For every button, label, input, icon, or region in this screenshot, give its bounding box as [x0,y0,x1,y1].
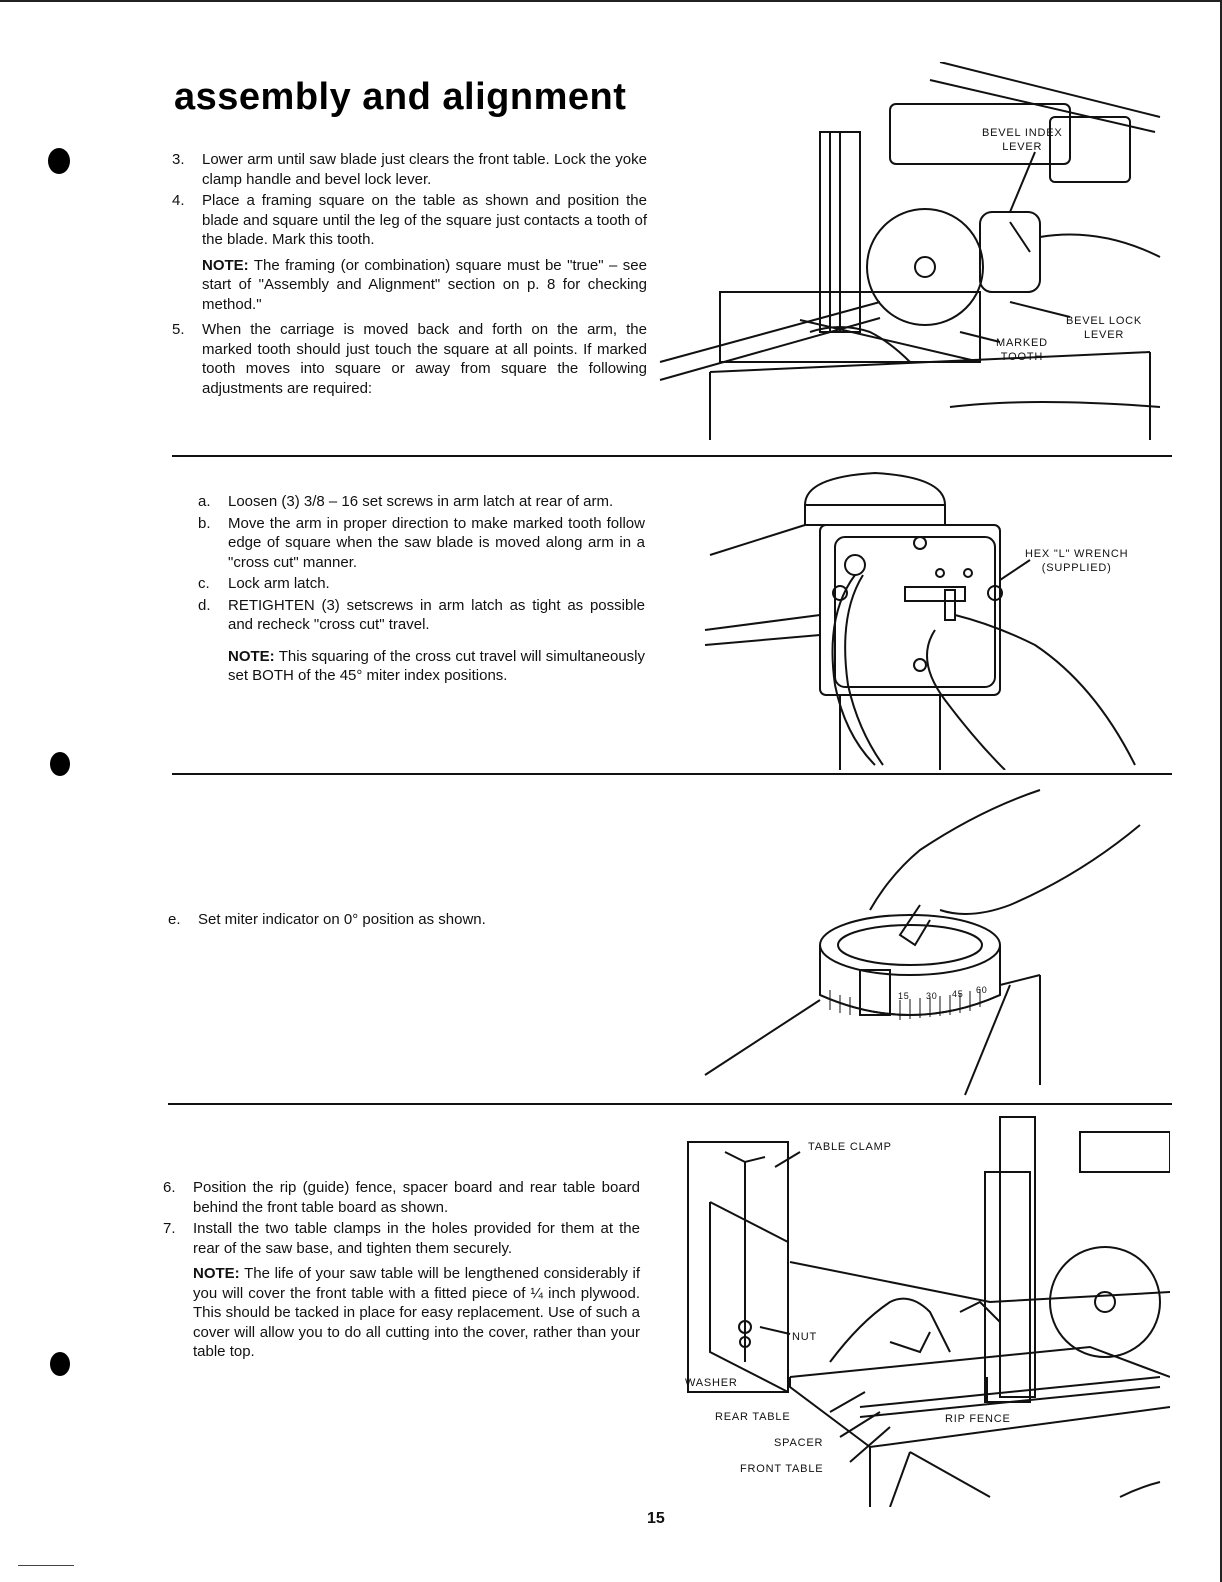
step-text: RETIGHTEN (3) setscrews in arm latch as tight as possible and recheck "cross cut" travel. [228,596,645,633]
step-number: 6. [163,1179,176,1196]
step-7 [163,1219,640,1258]
figure-saw-square [650,62,1170,440]
step-text: Lock arm latch. [228,575,330,592]
page-number: 15 [647,1510,665,1527]
step-4 [172,191,647,250]
step-c [198,574,645,594]
note-square [202,256,647,315]
step-d [198,596,645,635]
note-label: NOTE: [228,647,275,665]
step-number: 4. [172,192,185,209]
section1-text [172,150,647,400]
step-3 [172,150,647,189]
section4-text [163,1178,640,1368]
dial-mark-60: 60 [976,985,988,995]
section-divider-1 [172,455,1172,457]
note-plywood [193,1264,640,1362]
step-letter: b. [198,514,211,532]
footer-rule [18,1565,74,1566]
dial-mark-45: 45 [952,989,964,999]
dial-mark-15: 15 [898,991,910,1001]
step-text: Loosen (3) 3/8 – 16 set screws in arm latch at rear of arm. [228,493,614,510]
step-letter: e. [168,911,181,928]
note-text: The framing (or combination) square must be "true" – see start of "Assembly and Alignment" section on p. 8 for checking method." [202,256,647,313]
step-number: 3. [172,151,185,168]
label-bevel-lock-lever: BEVEL LOCK LEVER [1066,315,1143,341]
label-marked-tooth: MARKED TOOTH [996,337,1048,363]
page-top-border [0,0,1222,2]
label-bevel-index-lever: BEVEL INDEX LEVER [982,127,1063,153]
step-text: Set miter indicator on 0° position as shown. [198,911,486,928]
step-number: 7. [163,1220,176,1237]
section3-text [168,910,628,932]
step-letter: a. [198,493,211,510]
step-number: 5. [172,321,185,338]
label-rear-table: REAR TABLE [715,1411,791,1423]
binder-hole-3 [50,1352,70,1376]
note-text: This squaring of the cross cut travel will simultaneously set BOTH of the 45° miter index positions. [228,647,645,684]
binder-hole-1 [48,148,70,174]
step-a [198,492,645,512]
step-text: When the carriage is moved back and forth on the arm, the marked tooth should just touch the square at all points. If marked tooth moves into square or away from square the following adjustments are required: [202,321,647,397]
note-label: NOTE: [193,1265,240,1282]
binder-hole-2 [50,752,70,776]
section-divider-2 [172,773,1172,775]
label-table-clamp: TABLE CLAMP [808,1141,892,1153]
step-e [168,910,628,930]
section2-text [198,492,645,692]
step-letter: c. [198,575,210,592]
step-text: Position the rip (guide) fence, spacer board and rear table board behind the front table board as shown. [193,1179,640,1216]
step-text: Place a framing square on the table as shown and position the blade and square until the leg of the square just contacts a tooth of the blade. Mark this tooth. [202,192,647,248]
step-letter: d. [198,596,211,614]
step-text: Install the two table clamps in the holes provided for them at the rear of the saw base, and tighten them securely. [193,1220,640,1257]
step-text: Move the arm in proper direction to make marked tooth follow edge of square when the saw blade is moved along arm in a "cross cut" manner. [228,514,645,571]
dial-mark-30: 30 [926,991,938,1001]
label-front-table: FRONT TABLE [740,1463,824,1475]
section-divider-3 [168,1103,1172,1105]
step-b [198,514,645,573]
figure-arm-latch [700,465,1170,770]
step-text: Lower arm until saw blade just clears the front table. Lock the yoke clamp handle and bevel lock lever. [202,151,647,188]
figure-miter-dial [700,785,1170,1100]
note-text: The life of your saw table will be lengthened considerably if you will cover the front table with a fitted piece of ¼ inch plywood. This should be tacked in place for easy replacement. Use of such a cover will allow you to do all cutting into the cover, rather than your table top. [193,1265,640,1360]
step-6 [163,1178,640,1217]
label-rip-fence: RIP FENCE [945,1413,1011,1425]
note-miter [228,647,645,686]
label-hex-wrench: HEX "L" WRENCH (SUPPLIED) [1025,548,1129,574]
figure-table-clamps [680,1112,1170,1507]
label-washer: WASHER [685,1377,738,1389]
label-nut: NUT [792,1331,818,1343]
step-5 [172,320,647,398]
page-title: assembly and alignment [174,76,627,118]
label-spacer: SPACER [774,1437,824,1449]
note-label: NOTE: [202,256,249,274]
